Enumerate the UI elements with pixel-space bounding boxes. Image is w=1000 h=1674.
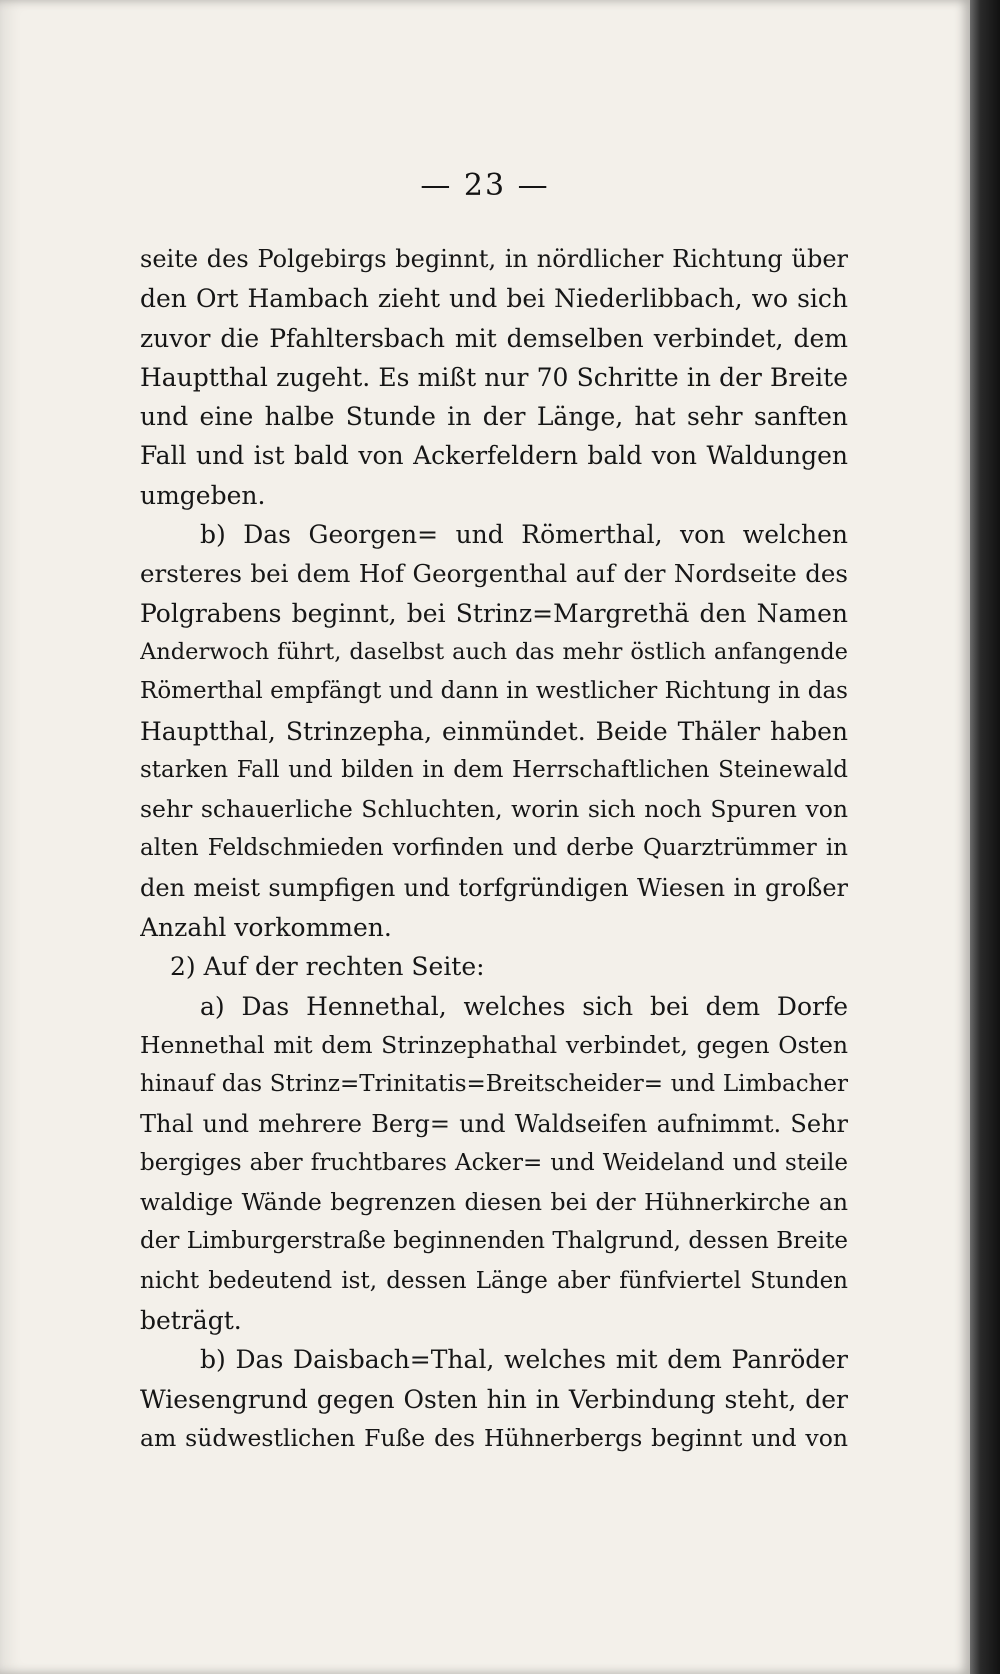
text-line: Wiesengrund gegen Osten hin in Verbindung steht, der — [140, 1384, 848, 1414]
text-line: b) Das Georgen= und Römerthal, von welchen — [200, 520, 848, 550]
text-line: Hennethal mit dem Strinzephathal verbindet, gegen Osten — [140, 1030, 848, 1059]
text-line: 2) Auf der rechten Seite: — [170, 952, 485, 982]
text-line: Hauptthal, Strinzepha, einmündet. Beide Thäler haben — [140, 716, 848, 746]
text-line: hinauf das Strinz=Trinitatis=Breitscheider= und Limbacher — [140, 1071, 848, 1098]
text-line: nicht bedeutend ist, dessen Länge aber fünfviertel Stunden — [140, 1267, 848, 1294]
text-line: zuvor die Pfahltersbach mit demselben verbindet, dem — [140, 323, 848, 353]
text-line: umgeben. — [140, 480, 266, 510]
text-line: beträgt. — [140, 1306, 242, 1336]
text-line: den Ort Hambach zieht und bei Niederlibbach, wo sich — [140, 284, 848, 314]
text-line: Polgrabens beginnt, bei Strinz=Margrethä den Namen — [140, 598, 848, 628]
text-line: der Limburgerstraße beginnenden Thalgrund, dessen Breite — [140, 1228, 848, 1255]
text-line: Römerthal empfängt und dann in westlicher Richtung in das — [140, 678, 848, 705]
page-number: — 23 — — [420, 168, 550, 203]
text-line: Fall und ist bald von Ackerfeldern bald von Waldungen — [140, 441, 848, 471]
text-line: am südwestlichen Fuße des Hühnerbergs beginnt und von — [140, 1423, 848, 1452]
text-line: bergiges aber fruchtbares Acker= und Weideland und steile — [140, 1149, 848, 1176]
book-cover-edge — [970, 0, 1000, 1674]
text-line: Anderwoch führt, daselbst auch das mehr östlich anfangende — [140, 638, 848, 665]
text-line: und eine halbe Stunde in der Länge, hat sehr sanften — [140, 402, 848, 432]
text-line: alten Feldschmieden vorfinden und derbe Quarztrümmer in — [140, 835, 848, 862]
body-text — [140, 240, 848, 1458]
text-line: starken Fall und bilden in dem Herrschaftlichen Steinewald — [140, 756, 848, 783]
text-line: sehr schauerliche Schluchten, worin sich noch Spuren von — [140, 795, 848, 824]
text-line: Thal und mehrere Berg= und Waldseifen aufnimmt. Sehr — [140, 1109, 848, 1138]
text-line: b) Das Daisbach=Thal, welches mit dem Panröder — [200, 1345, 848, 1375]
text-line: a) Das Hennethal, welches sich bei dem Dorfe — [200, 991, 848, 1021]
text-line: Anzahl vorkommen. — [140, 913, 392, 943]
text-line: Hauptthal zugeht. Es mißt nur 70 Schritte in der Breite — [140, 362, 848, 392]
text-line: ersteres bei dem Hof Georgenthal auf der Nordseite des — [140, 559, 848, 589]
text-line: waldige Wände begrenzen diesen bei der Hühnerkirche an — [140, 1188, 848, 1217]
text-line: seite des Polgebirgs beginnt, in nördlicher Richtung über — [140, 245, 848, 273]
text-line: den meist sumpfigen und torfgründigen Wiesen in großer — [140, 873, 848, 902]
